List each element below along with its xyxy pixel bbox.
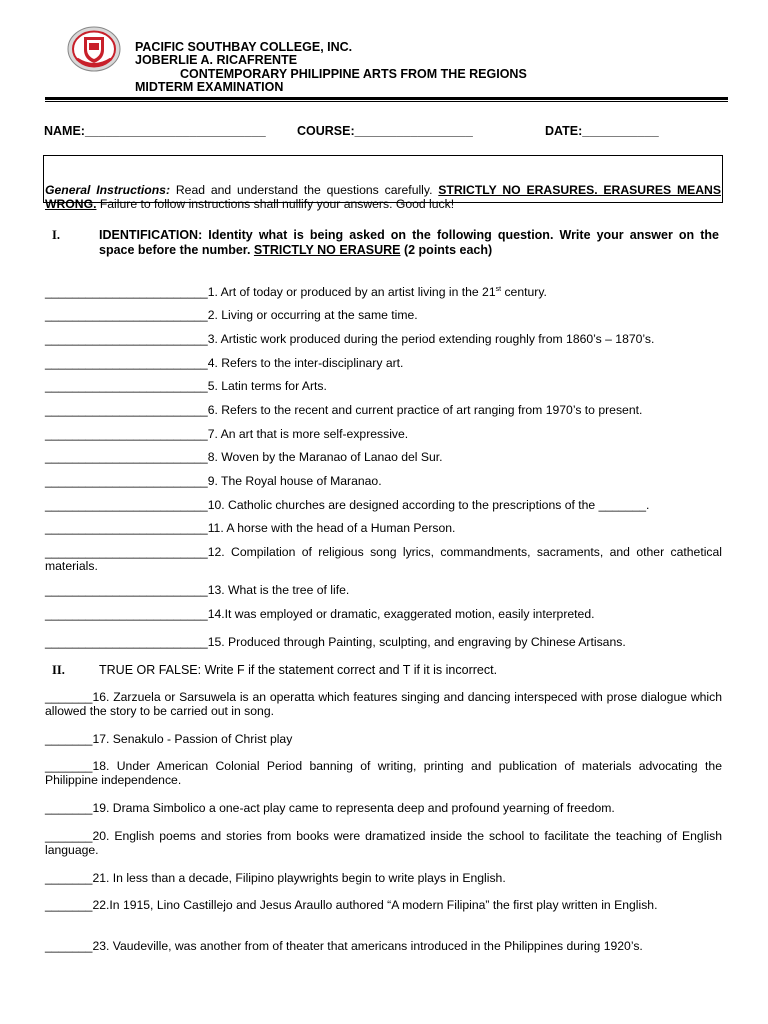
college-seal-logo <box>67 26 121 72</box>
question-item <box>45 521 722 535</box>
answer-blank[interactable]: _______ <box>45 732 93 746</box>
subject-title: CONTEMPORARY PHILIPPINE ARTS FROM THE REGIONS <box>180 67 527 81</box>
question-item <box>45 871 722 885</box>
answer-blank[interactable]: ________________________ <box>45 607 208 621</box>
answer-blank[interactable]: ________________________ <box>45 498 208 512</box>
section-heading-underlined: STRICTLY NO ERASURE <box>253 243 401 257</box>
question-item <box>45 332 722 346</box>
answer-blank[interactable]: ________________________ <box>45 583 208 597</box>
question-text: 7. An art that is more self-expressive. <box>207 427 409 441</box>
section-heading-points: (2 points each) <box>400 243 493 257</box>
school-name: PACIFIC SOUTHBAY COLLEGE, INC. <box>135 40 353 54</box>
section-true-false <box>45 663 721 679</box>
question-text: 16. Zarzuela or Sarsuwela is an operatta which features singing and dancing interspeced with prose dialogue which allowed the story to be carried out in song. <box>45 690 722 718</box>
question-item <box>45 427 722 441</box>
answer-blank[interactable]: ________________________ <box>45 285 208 299</box>
question-text: 6. Refers to the recent and current practice of art ranging from 1970’s to present. <box>207 403 643 417</box>
question-text: 20. English poems and stories from books were dramatized inside the school to facilitate the teaching of English language. <box>45 829 722 857</box>
question-text: 18. Under American Colonial Period banning of writing, printing and publication of materials advocating the Philippine independence. <box>45 759 722 787</box>
question-text: 8. Woven by the Maranao of Lanao del Sur. <box>207 450 443 464</box>
instructions-rest: Failure to follow instructions shall nullify your answers. Good luck! <box>96 197 455 211</box>
answer-blank[interactable]: _______ <box>45 898 93 912</box>
section-numeral: I. <box>52 228 60 242</box>
question-text: 12. Compilation of religious song lyrics, commandments, sacraments, and other cathetical materials. <box>45 545 722 573</box>
exam-title: MIDTERM EXAMINATION <box>135 80 284 94</box>
question-item <box>45 583 722 597</box>
question-text: 1. Art of today or produced by an artist living in the 21 <box>207 285 496 299</box>
question-item <box>45 759 722 787</box>
answer-blank[interactable]: _______ <box>45 871 93 885</box>
answer-blank[interactable]: _______ <box>45 829 93 843</box>
question-superscript: st <box>495 285 502 293</box>
question-item <box>45 939 722 953</box>
section-heading <box>99 228 719 258</box>
question-item <box>45 498 722 512</box>
answer-blank[interactable]: ________________________ <box>45 356 208 370</box>
question-text: 11. A horse with the head of a Human Person. <box>207 521 456 535</box>
question-text: 23. Vaudeville, was another from of theater that americans introduced in the Philippines during 1920’s. <box>92 939 643 953</box>
question-text: 22.In 1915, Lino Castillejo and Jesus Araullo authored “A modern Filipina” the first play written in English. <box>92 898 658 912</box>
section-heading: TRUE OR FALSE: Write F if the statement correct and T if it is incorrect. <box>99 663 498 677</box>
question-item <box>45 635 722 649</box>
question-text: 14.It was employed or dramatic, exaggerated motion, easily interpreted. <box>207 607 595 621</box>
course-field[interactable]: COURSE:_________________ <box>297 124 473 138</box>
answer-blank[interactable]: ________________________ <box>45 450 208 464</box>
name-field[interactable]: NAME:__________________________ <box>44 124 266 138</box>
answer-blank[interactable]: _______ <box>45 690 93 704</box>
section-heading-text: IDENTIFICATION: Identity what is being asked on the following question. Write your answer on the space before the number. <box>99 228 719 257</box>
question-item <box>45 450 722 464</box>
general-instructions <box>45 183 721 211</box>
question-item <box>45 545 722 573</box>
question-item <box>45 829 722 857</box>
answer-blank[interactable]: ________________________ <box>45 521 208 535</box>
header-rule <box>45 97 728 100</box>
question-text-end: century. <box>501 285 547 299</box>
question-item <box>45 308 722 322</box>
question-item <box>45 607 722 621</box>
instructions-label: General Instructions: <box>45 183 171 197</box>
question-item <box>45 403 722 417</box>
question-item <box>45 285 722 299</box>
question-item <box>45 898 722 912</box>
question-text: 13. What is the tree of life. <box>207 583 350 597</box>
question-text: 5. Latin terms for Arts. <box>207 379 327 393</box>
question-text: 17. Senakulo - Passion of Christ play <box>92 732 293 746</box>
question-text: 2. Living or occurring at the same time. <box>207 308 418 322</box>
answer-blank[interactable]: ________________________ <box>45 308 208 322</box>
section-identification <box>45 228 721 258</box>
question-item <box>45 801 722 815</box>
question-text: 4. Refers to the inter-disciplinary art. <box>207 356 404 370</box>
question-item <box>45 379 722 393</box>
question-text: 9. The Royal house of Maranao. <box>207 474 382 488</box>
question-item <box>45 474 722 488</box>
answer-blank[interactable]: _______ <box>45 939 93 953</box>
question-text: 21. In less than a decade, Filipino playwrights begin to write plays in English. <box>92 871 506 885</box>
answer-blank[interactable]: ________________________ <box>45 403 208 417</box>
answer-blank[interactable]: ________________________ <box>45 635 208 649</box>
date-field[interactable]: DATE:___________ <box>545 124 659 138</box>
section-numeral: II. <box>52 663 65 677</box>
question-text: 19. Drama Simbolico a one-act play came to representa deep and profound yearning of freedom. <box>92 801 615 815</box>
answer-blank[interactable]: ________________________ <box>45 474 208 488</box>
question-text: 10. Catholic churches are designed according to the prescriptions of the _______. <box>207 498 650 512</box>
instructions-text: Read and understand the questions carefully. <box>170 183 439 197</box>
instructor-name: JOBERLIE A. RICAFRENTE <box>135 53 298 67</box>
question-item <box>45 732 722 746</box>
answer-blank[interactable]: ________________________ <box>45 545 208 559</box>
answer-blank[interactable]: ________________________ <box>45 427 208 441</box>
answer-blank[interactable]: ________________________ <box>45 332 208 346</box>
answer-blank[interactable]: ________________________ <box>45 379 208 393</box>
question-item <box>45 356 722 370</box>
question-text: 15. Produced through Painting, sculpting, and engraving by Chinese Artisans. <box>207 635 626 649</box>
question-item <box>45 690 722 718</box>
header-rule-thin <box>45 101 728 102</box>
instructions-warning: STRICTLY NO ERASURES. ERASURES MEANS WRONG. <box>45 183 721 211</box>
answer-blank[interactable]: _______ <box>45 759 93 773</box>
answer-blank[interactable]: _______ <box>45 801 93 815</box>
question-text: 3. Artistic work produced during the period extending roughly from 1860’s – 1870’s. <box>207 332 655 346</box>
